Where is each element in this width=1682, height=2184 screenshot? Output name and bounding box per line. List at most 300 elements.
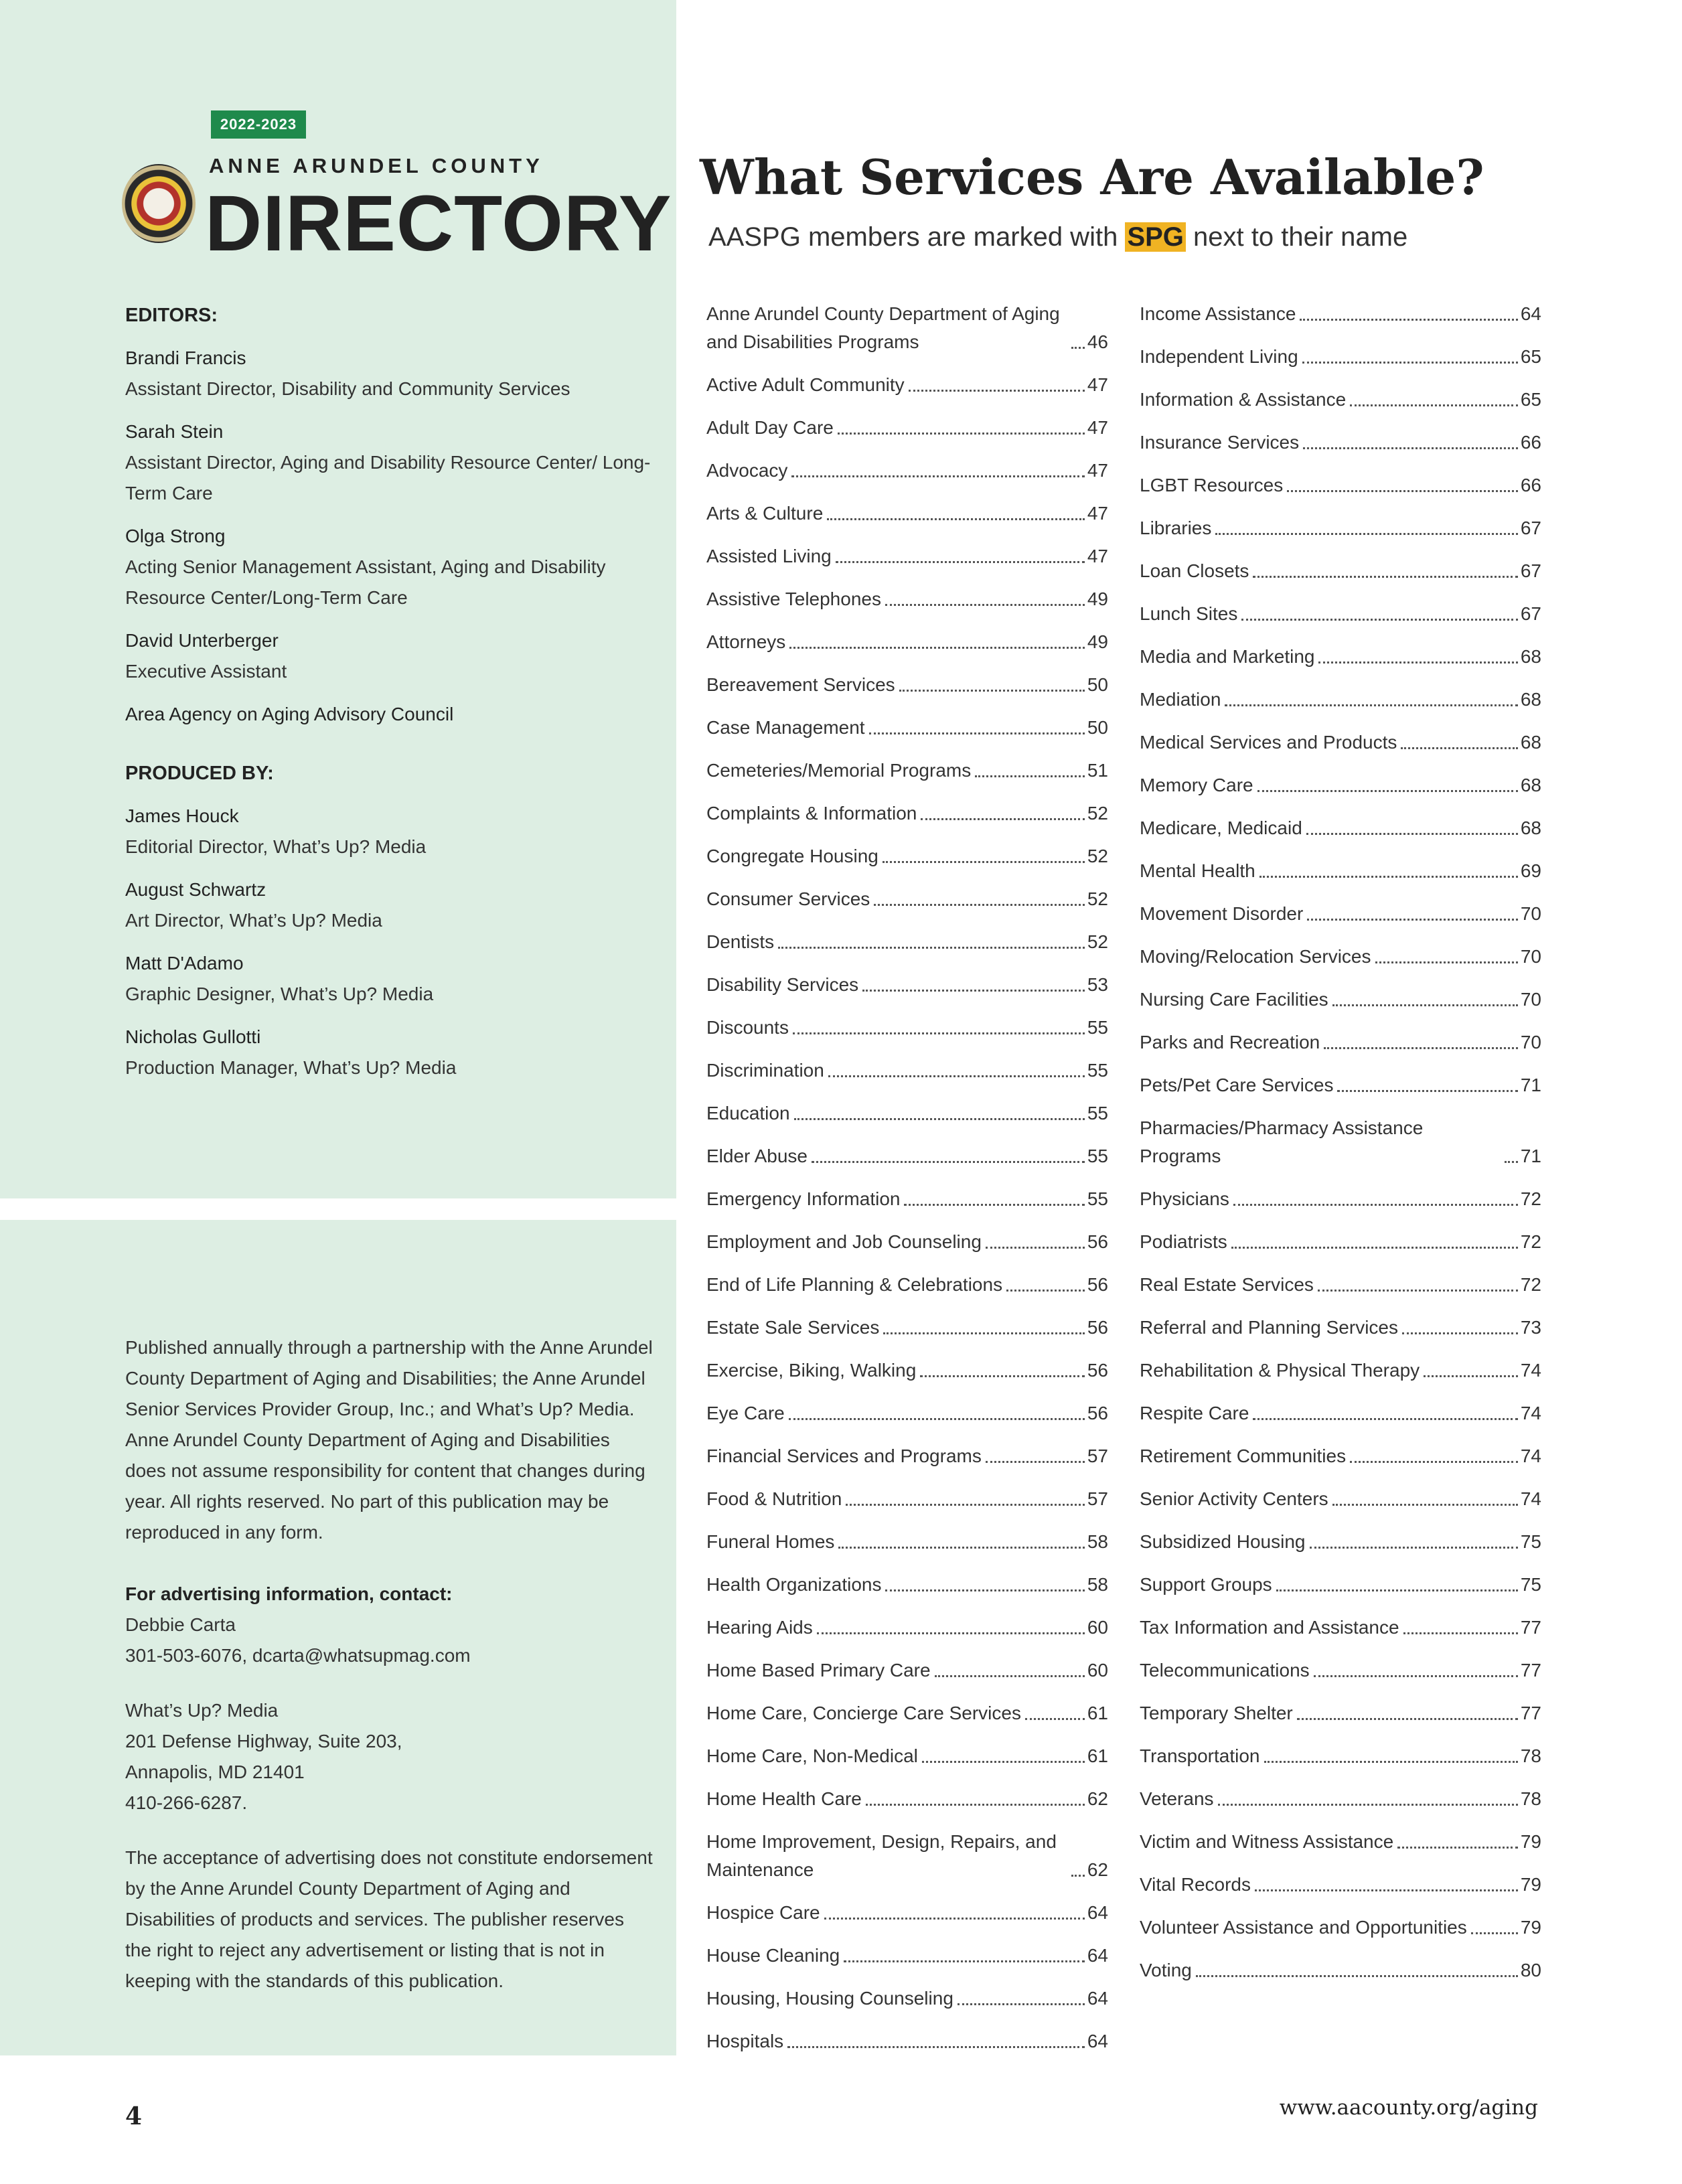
published-statement: Published annually through a partnership with the Anne Arundel County Department of Aging and Disabilities; the Anne Arundel Senior Services Provider Group, Inc.; and What’s Up? Media. Anne Arundel County Department of Aging and Disabilities does not assume responsibility for content that changes during year. All rights reserved. No part of this publication may be reproduced in any form. [125, 1337, 653, 1543]
toc-entry-page: 56 [1087, 1317, 1108, 1338]
toc-entry-page: 64 [1520, 303, 1541, 324]
toc-entry-label: Elder Abuse [706, 1146, 808, 1166]
toc-entry-page: 47 [1087, 546, 1108, 566]
toc-entry[interactable] [1140, 1914, 1541, 1942]
toc-entry[interactable] [706, 885, 1108, 913]
toc-entry-page: 73 [1520, 1317, 1541, 1338]
toc-entry-page: 64 [1087, 1945, 1108, 1966]
toc-entry[interactable] [1140, 814, 1541, 842]
toc-entry-page: 79 [1520, 1831, 1541, 1852]
leader-dots [1264, 1761, 1518, 1763]
leader-dots [1225, 704, 1517, 706]
toc-entry[interactable] [1140, 728, 1541, 757]
leader-dots [1297, 1718, 1518, 1720]
leader-dots [827, 518, 1085, 520]
toc-entry[interactable] [706, 1399, 1108, 1427]
toc-entry-label: Cemeteries/Memorial Programs [706, 760, 972, 781]
toc-entry[interactable] [706, 1485, 1108, 1513]
leader-dots [1337, 1090, 1517, 1092]
toc-entry-page: 72 [1520, 1188, 1541, 1209]
toc-entry-label: Media and Marketing [1140, 646, 1315, 667]
toc-entry[interactable] [706, 585, 1108, 613]
toc-entry-page: 72 [1520, 1231, 1541, 1252]
toc-entry-page: 77 [1520, 1617, 1541, 1638]
leader-dots [1287, 490, 1518, 492]
toc-entry-label: Complaints & Information [706, 803, 917, 824]
spg-badge: SPG [1125, 222, 1185, 252]
toc-entry-page: 51 [1087, 760, 1108, 781]
leader-dots [1233, 1204, 1518, 1206]
toc-entry-page: 64 [1087, 1902, 1108, 1923]
person-name: James Houck [125, 805, 239, 826]
toc-entry-label: Housing, Housing Counseling [706, 1988, 953, 2009]
toc-entry-page: 77 [1520, 1703, 1541, 1723]
toc-entry-label: Volunteer Assistance and Opportunities [1140, 1917, 1467, 1938]
leader-dots [1302, 362, 1518, 364]
toc-entry-label: Health Organizations [706, 1574, 882, 1595]
leader-dots [812, 1161, 1085, 1163]
toc-entry-label: Home Based Primary Care [706, 1660, 931, 1681]
toc-entry-label: Telecommunications [1140, 1660, 1310, 1681]
toc-entry[interactable] [1140, 1571, 1541, 1599]
toc-entry-page: 49 [1087, 631, 1108, 652]
toc-entry[interactable] [706, 300, 1108, 356]
person-name: Brandi Francis [125, 347, 246, 368]
toc-entry-label: Eye Care [706, 1403, 785, 1423]
credits [125, 300, 654, 1083]
toc-entry-label: Moving/Relocation Services [1140, 946, 1371, 967]
leader-dots [844, 1960, 1085, 1962]
toc-entry-label: Home Care, Concierge Care Services [706, 1703, 1021, 1723]
toc-entry-label: Temporary Shelter [1140, 1703, 1293, 1723]
toc-entry[interactable] [1140, 1314, 1541, 1342]
website-url[interactable]: www.aacounty.org/aging [1279, 2096, 1538, 2120]
toc-entry-label: Subsidized Housing [1140, 1531, 1306, 1552]
toc-entry[interactable] [706, 1099, 1108, 1127]
toc-entry-page: 56 [1087, 1403, 1108, 1423]
leader-dots [1215, 533, 1517, 535]
leader-dots [824, 1918, 1085, 1920]
toc-entry-label: Employment and Job Counseling [706, 1231, 982, 1252]
toc-entry-label: House Cleaning [706, 1945, 840, 1966]
toc-entry-page: 50 [1087, 674, 1108, 695]
publication-info [125, 1332, 654, 1997]
address-line: What’s Up? Media [125, 1700, 279, 1721]
toc-entry-label: Mediation [1140, 689, 1221, 710]
toc-entry[interactable] [706, 1942, 1108, 1970]
leader-dots [1318, 661, 1517, 664]
leader-dots [1471, 1932, 1518, 1934]
leader-dots [1300, 319, 1517, 321]
toc-entry[interactable] [1140, 1028, 1541, 1057]
leader-dots [1006, 1290, 1085, 1292]
toc-entry-label: Medical Services and Products [1140, 732, 1397, 753]
page-subtitle [708, 221, 1407, 253]
toc-entry[interactable] [1140, 1071, 1541, 1099]
leader-dots [922, 1761, 1085, 1763]
toc-entry[interactable] [706, 1828, 1108, 1884]
leader-dots [921, 818, 1084, 820]
toc-entry[interactable] [1140, 428, 1541, 457]
toc-entry[interactable] [706, 1614, 1108, 1642]
toc-entry[interactable] [706, 1228, 1108, 1256]
advertising-heading: For advertising information, contact: [125, 1583, 453, 1604]
leader-dots [920, 1375, 1085, 1377]
toc-entry-page: 80 [1520, 1960, 1541, 1980]
leader-dots [1350, 404, 1518, 406]
person-name: August Schwartz [125, 879, 266, 900]
toc-entry-page: 60 [1087, 1617, 1108, 1638]
leader-dots [828, 1075, 1085, 1077]
toc-entry-page: 47 [1087, 374, 1108, 395]
toc-entry-page: 67 [1520, 603, 1541, 624]
leader-dots [1307, 919, 1518, 921]
toc-entry-label: End of Life Planning & Celebrations [706, 1274, 1003, 1295]
person-name: Olga Strong [125, 526, 226, 546]
toc-entry-label: Transportation [1140, 1745, 1260, 1766]
toc-entry-label: Hospitals [706, 2031, 784, 2051]
leader-dots [885, 604, 1085, 606]
toc-entry[interactable] [1140, 1956, 1541, 1984]
leader-dots [1350, 1461, 1518, 1463]
leader-dots [778, 947, 1085, 949]
toc-entry[interactable] [706, 1656, 1108, 1685]
toc-entry[interactable] [1140, 771, 1541, 799]
toc-entry-page: 56 [1087, 1360, 1108, 1381]
leader-dots [1259, 876, 1518, 878]
toc-entry-label: Arts & Culture [706, 503, 824, 524]
toc-entry-label: Memory Care [1140, 775, 1253, 795]
toc-entry-page: 55 [1087, 1060, 1108, 1081]
toc-entry[interactable] [1140, 1656, 1541, 1685]
page-title: What Services Are Available? [700, 149, 1484, 206]
toc-entry-label: Case Management [706, 717, 865, 738]
toc-entry-label: Mental Health [1140, 860, 1255, 881]
toc-entry-page: 65 [1520, 346, 1541, 367]
leader-dots [899, 690, 1085, 692]
toc-entry-label: Consumer Services [706, 888, 870, 909]
leader-dots [791, 475, 1084, 477]
toc-entry-label: Victim and Witness Assistance [1140, 1831, 1394, 1852]
toc-entry[interactable] [706, 2027, 1108, 2055]
leader-dots [1306, 833, 1518, 835]
toc-entry[interactable] [1140, 343, 1541, 371]
toc-entry-page: 78 [1520, 1788, 1541, 1809]
leader-dots [1403, 1632, 1518, 1634]
leader-dots [1303, 447, 1518, 449]
toc-entry-page: 67 [1520, 560, 1541, 581]
person-name: David Unterberger [125, 630, 279, 651]
toc-entry[interactable] [1140, 643, 1541, 671]
toc-entry-label: Disability Services [706, 974, 859, 995]
toc-entry-label: Referral and Planning Services [1140, 1317, 1398, 1338]
toc-entry-page: 47 [1087, 460, 1108, 481]
toc-entry-page: 67 [1520, 518, 1541, 538]
leader-dots [817, 1632, 1085, 1634]
toc-entry-label: Veterans [1140, 1788, 1214, 1809]
toc-entry[interactable] [706, 1271, 1108, 1299]
toc-entry-label: Discounts [706, 1017, 789, 1038]
toc-entry[interactable] [1140, 1614, 1541, 1642]
toc-entry-label: Physicians [1140, 1188, 1229, 1209]
leader-dots [1324, 1047, 1518, 1049]
person-role: Acting Senior Management Assistant, Aging and Disability Resource Center/Long-Term Care [125, 556, 606, 608]
toc-entry[interactable] [1140, 1528, 1541, 1556]
toc-entry[interactable] [1140, 1785, 1541, 1813]
toc-entry-page: 61 [1087, 1703, 1108, 1723]
toc-entry[interactable] [1140, 1742, 1541, 1770]
toc-entry[interactable] [1140, 900, 1541, 928]
county-name: ANNE ARUNDEL COUNTY [209, 154, 544, 177]
leader-dots [1196, 1975, 1518, 1977]
person-role: Art Director, What’s Up? Media [125, 910, 382, 931]
toc-entry[interactable] [706, 671, 1108, 699]
toc-entry-label: Attorneys [706, 631, 786, 652]
leader-dots [904, 1204, 1084, 1206]
toc-column-right [1140, 300, 1541, 1999]
toc-entry-label: Food & Nutrition [706, 1488, 842, 1509]
toc-entry-label: Hearing Aids [706, 1617, 813, 1638]
leader-dots [958, 2003, 1085, 2005]
toc-entry[interactable] [706, 457, 1108, 485]
toc-entry[interactable] [706, 414, 1108, 442]
toc-entry-page: 66 [1520, 432, 1541, 453]
toc-entry-label: Independent Living [1140, 346, 1298, 367]
person-role: Executive Assistant [125, 661, 287, 682]
toc-entry[interactable] [1140, 300, 1541, 328]
toc-entry-label: Funeral Homes [706, 1531, 835, 1552]
toc-entry[interactable] [1140, 1356, 1541, 1385]
leader-dots [883, 861, 1085, 863]
toc-entry[interactable] [1140, 1699, 1541, 1727]
toc-entry-page: 55 [1087, 1146, 1108, 1166]
toc-entry-page: 68 [1520, 817, 1541, 838]
toc-entry[interactable] [1140, 471, 1541, 499]
toc-entry-page: 55 [1087, 1103, 1108, 1123]
toc-entry[interactable] [706, 1057, 1108, 1085]
toc-entry-page: 75 [1520, 1531, 1541, 1552]
toc-entry[interactable] [706, 1356, 1108, 1385]
toc-entry[interactable] [706, 757, 1108, 785]
person-role: Graphic Designer, What’s Up? Media [125, 984, 434, 1004]
toc-entry[interactable] [706, 928, 1108, 956]
toc-entry-label: Vital Records [1140, 1874, 1251, 1895]
toc-entry[interactable] [706, 1014, 1108, 1042]
person-role: Assistant Director, Disability and Community Services [125, 378, 570, 399]
toc-entry[interactable] [706, 1185, 1108, 1213]
leader-dots [1218, 1804, 1518, 1806]
toc-entry[interactable] [706, 1314, 1108, 1342]
toc-entry[interactable] [706, 799, 1108, 828]
leader-dots [1255, 1889, 1518, 1891]
advertising-disclaimer: The acceptance of advertising does not constitute endorsement by the Anne Arundel County Department of Aging and Disabilities of products and services. The publisher reserves the right to reject any advertisement or listing that is not in keeping with the standards of this publication. [125, 1847, 653, 1991]
toc-entry-label: Pets/Pet Care Services [1140, 1075, 1334, 1095]
leader-dots [1071, 347, 1085, 349]
toc-entry-label: Assistive Telephones [706, 589, 881, 609]
toc-entry-label: Insurance Services [1140, 432, 1300, 453]
toc-entry[interactable] [706, 542, 1108, 570]
toc-entry-label: Adult Day Care [706, 417, 834, 438]
address-line: Annapolis, MD 21401 [125, 1762, 305, 1782]
leader-dots [1025, 1718, 1085, 1720]
toc-entry[interactable] [1140, 1399, 1541, 1427]
toc-entry-label: Estate Sale Services [706, 1317, 880, 1338]
toc-entry-page: 78 [1520, 1745, 1541, 1766]
toc-entry-page: 68 [1520, 732, 1541, 753]
leader-dots [789, 647, 1085, 649]
person-name: Sarah Stein [125, 421, 224, 442]
toc-entry[interactable] [1140, 386, 1541, 414]
toc-entry-label: Home Health Care [706, 1788, 862, 1809]
toc-entry[interactable] [1140, 1228, 1541, 1256]
toc-entry[interactable] [1140, 1442, 1541, 1470]
toc-entry[interactable] [1140, 557, 1541, 585]
toc-entry[interactable] [1140, 1485, 1541, 1513]
toc-entry[interactable] [1140, 857, 1541, 885]
toc-entry-page: 49 [1087, 589, 1108, 609]
leader-dots [838, 433, 1085, 435]
toc-entry-label: Information & Assistance [1140, 389, 1347, 410]
toc-entry[interactable] [1140, 600, 1541, 628]
toc-entry[interactable] [1140, 986, 1541, 1014]
leader-dots [883, 1332, 1085, 1334]
toc-entry-page: 79 [1520, 1917, 1541, 1938]
toc-entry-page: 61 [1087, 1745, 1108, 1766]
toc-entry-label: Congregate Housing [706, 846, 878, 866]
toc-entry-page: 72 [1520, 1274, 1541, 1295]
toc-column-left [706, 300, 1108, 2070]
toc-entry[interactable] [706, 842, 1108, 870]
toc-entry-page: 71 [1520, 1075, 1541, 1095]
ad-contact-details[interactable]: 301-503-6076, dcarta@whatsupmag.com [125, 1645, 471, 1666]
toc-entry[interactable] [706, 371, 1108, 399]
toc-entry[interactable] [1140, 1871, 1541, 1899]
leader-dots [869, 732, 1085, 734]
toc-entry[interactable] [1140, 514, 1541, 542]
toc-entry-label: Medicare, Medicaid [1140, 817, 1302, 838]
leader-dots [793, 1032, 1085, 1034]
toc-entry-page: 52 [1087, 888, 1108, 909]
leader-dots [846, 1504, 1085, 1506]
toc-entry[interactable] [1140, 1828, 1541, 1856]
leader-dots [885, 1589, 1084, 1591]
toc-entry-label: Income Assistance [1140, 303, 1296, 324]
toc-entry[interactable] [706, 499, 1108, 528]
toc-entry-page: 53 [1087, 974, 1108, 995]
toc-entry-label: Retirement Communities [1140, 1446, 1347, 1466]
toc-entry-page: 62 [1087, 1859, 1108, 1880]
toc-entry-page: 57 [1087, 1488, 1108, 1509]
toc-entry-page: 46 [1087, 331, 1108, 352]
toc-entry-label: Libraries [1140, 518, 1212, 538]
toc-entry-page: 65 [1520, 389, 1541, 410]
toc-entry-page: 74 [1520, 1488, 1541, 1509]
advisory-council: Area Agency on Aging Advisory Council [125, 704, 454, 724]
leader-dots [986, 1247, 1085, 1249]
leader-dots [838, 1547, 1084, 1549]
toc-entry-page: 57 [1087, 1446, 1108, 1466]
toc-entry-page: 68 [1520, 775, 1541, 795]
toc-entry-label: Lunch Sites [1140, 603, 1238, 624]
leader-dots [1332, 1504, 1518, 1506]
leader-dots [1402, 1332, 1518, 1334]
toc-entry-page: 47 [1087, 503, 1108, 524]
toc-entry-label: Tax Information and Assistance [1140, 1617, 1399, 1638]
toc-entry-label: Support Groups [1140, 1574, 1272, 1595]
toc-entry[interactable] [706, 714, 1108, 742]
toc-entry[interactable] [706, 1785, 1108, 1813]
page-number: 4 [125, 2102, 143, 2130]
toc-entry[interactable] [706, 628, 1108, 656]
ad-contact-name: Debbie Carta [125, 1614, 236, 1635]
toc-entry[interactable] [1140, 1271, 1541, 1299]
toc-entry-page: 64 [1087, 2031, 1108, 2051]
leader-dots [1505, 1161, 1518, 1163]
toc-entry-page: 77 [1520, 1660, 1541, 1681]
toc-entry[interactable] [706, 1984, 1108, 2013]
leader-dots [1276, 1589, 1518, 1591]
leader-dots [787, 2046, 1085, 2048]
toc-entry-page: 74 [1520, 1403, 1541, 1423]
person-role: Editorial Director, What’s Up? Media [125, 836, 427, 857]
toc-entry-page: 60 [1087, 1660, 1108, 1681]
toc-entry-label: Active Adult Community [706, 374, 905, 395]
toc-entry[interactable] [706, 1142, 1108, 1170]
leader-dots [836, 561, 1085, 563]
leader-dots [862, 990, 1085, 992]
toc-entry-page: 52 [1087, 803, 1108, 824]
toc-entry-page: 58 [1087, 1531, 1108, 1552]
toc-entry[interactable] [706, 971, 1108, 999]
toc-entry-label: Rehabilitation & Physical Therapy [1140, 1360, 1420, 1381]
leader-dots [1401, 747, 1517, 749]
toc-entry-label: Respite Care [1140, 1403, 1249, 1423]
leader-dots [935, 1675, 1085, 1677]
address-line: 410-266-6287. [125, 1792, 248, 1813]
toc-entry-page: 58 [1087, 1574, 1108, 1595]
leader-dots [1314, 1675, 1518, 1677]
toc-entry[interactable] [706, 1699, 1108, 1727]
toc-entry[interactable] [706, 1899, 1108, 1927]
leader-dots [1332, 1004, 1518, 1006]
toc-entry[interactable] [1140, 686, 1541, 714]
toc-entry[interactable] [706, 1528, 1108, 1556]
leader-dots [909, 390, 1085, 392]
toc-entry-label: Nursing Care Facilities [1140, 989, 1328, 1010]
person-role: Assistant Director, Aging and Disability Resource Center/ Long-Term Care [125, 452, 651, 503]
toc-entry-page: 62 [1087, 1788, 1108, 1809]
leader-dots [1241, 619, 1518, 621]
toc-entry[interactable] [1140, 1185, 1541, 1213]
toc-entry-page: 75 [1520, 1574, 1541, 1595]
toc-entry[interactable] [706, 1571, 1108, 1599]
toc-entry-label: Hospice Care [706, 1902, 820, 1923]
leader-dots [1257, 790, 1518, 792]
toc-entry-label: Movement Disorder [1140, 903, 1304, 924]
leader-dots [986, 1461, 1085, 1463]
toc-entry[interactable] [1140, 943, 1541, 971]
toc-entry-page: 74 [1520, 1446, 1541, 1466]
toc-entry[interactable] [706, 1742, 1108, 1770]
toc-entry[interactable] [706, 1442, 1108, 1470]
toc-entry[interactable] [1140, 1114, 1541, 1170]
leader-dots [1397, 1847, 1518, 1849]
toc-entry-page: 74 [1520, 1360, 1541, 1381]
toc-entry-page: 70 [1520, 903, 1541, 924]
toc-entry-page: 52 [1087, 931, 1108, 952]
toc-entry-label: Advocacy [706, 460, 788, 481]
toc-entry-page: 52 [1087, 846, 1108, 866]
